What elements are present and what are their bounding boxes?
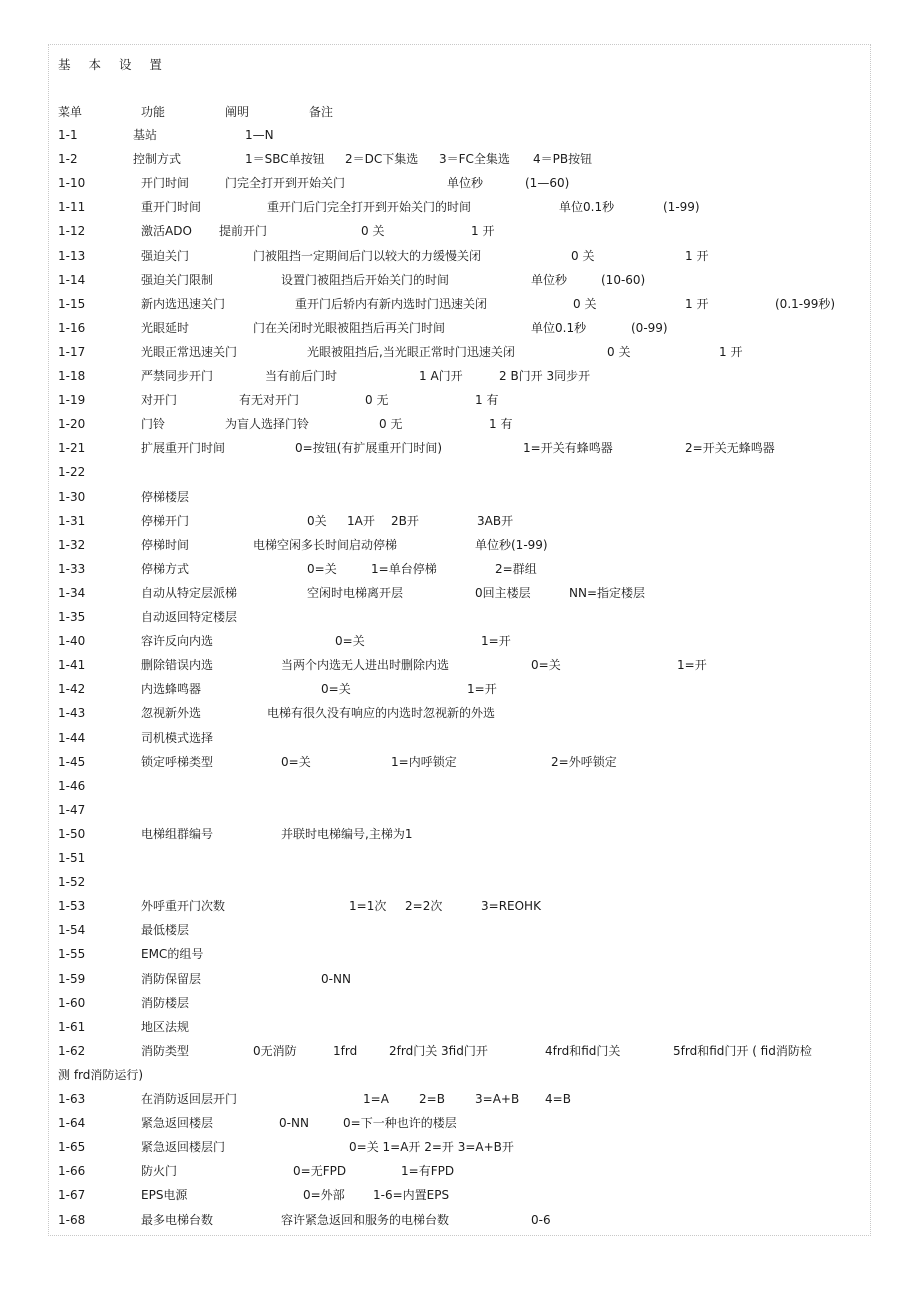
menu-code: 1-52: [58, 875, 86, 890]
value-text: 单位秒: [531, 272, 568, 287]
table-row: [49, 1187, 870, 1211]
table-row: [49, 657, 870, 681]
table-row: [49, 368, 870, 392]
value-text: 单位秒(1-99): [475, 537, 548, 552]
menu-code: 1-45: [58, 754, 86, 769]
table-row: [49, 320, 870, 344]
value-text: 2=2次: [405, 899, 443, 914]
menu-code: 1-34: [58, 585, 86, 600]
function-label: 强迫关门: [141, 248, 190, 263]
value-text: 1=开: [481, 634, 511, 649]
value-text: 0=无FPD: [293, 1164, 347, 1179]
value-text: (10-60): [601, 272, 646, 287]
table-row: [49, 175, 870, 199]
menu-code: 1-43: [58, 706, 86, 721]
value-text: 1 开: [719, 344, 743, 359]
table-row: [49, 1043, 870, 1067]
function-label: EPS电源: [141, 1188, 188, 1203]
table-row: [49, 585, 870, 609]
function-label: 内选蜂鸣器: [141, 682, 202, 697]
value-text: 3=A+B: [475, 1092, 520, 1106]
menu-code: 1-12: [58, 224, 86, 239]
function-label: 消防类型: [141, 1043, 190, 1058]
table-row: [49, 489, 870, 513]
table-row: [49, 416, 870, 440]
menu-code: 1-42: [58, 682, 86, 697]
function-label: 容许反向内选: [141, 634, 214, 649]
table-row: [49, 995, 870, 1019]
value-text: (0.1-99秒): [775, 296, 836, 311]
value-text: 1frd: [333, 1043, 358, 1058]
table-row: [49, 946, 870, 970]
table-row: [49, 1019, 870, 1043]
value-text: 3=REOHK: [481, 899, 541, 914]
value-text: 1 有: [475, 393, 499, 408]
value-text: 1=A: [363, 1092, 389, 1106]
menu-code: 1-44: [58, 730, 86, 745]
value-text: 2frd门关 3fid门开: [389, 1043, 488, 1058]
value-text: 1=开关有蜂鸣器: [523, 441, 613, 456]
value-text: 0关: [307, 513, 327, 528]
value-text: 0-NN: [321, 971, 351, 986]
function-label: 基站: [133, 128, 158, 142]
value-text: 0=下一种也许的楼层: [343, 1116, 457, 1131]
value-text: 1=单台停梯: [371, 561, 437, 576]
menu-code: 1-30: [58, 489, 86, 504]
value-text: 电梯空闲多长时间启动停梯: [253, 537, 398, 552]
table-row: [49, 874, 870, 898]
table-row: [49, 1091, 870, 1115]
value-text: 当有前后门时: [265, 369, 338, 383]
menu-code: 1-65: [58, 1140, 86, 1155]
menu-code: 1-50: [58, 826, 86, 841]
value-text: 0无消防: [253, 1043, 297, 1058]
function-label: 门铃: [141, 417, 166, 432]
menu-code: 1-15: [58, 296, 86, 311]
value-text: 并联时电梯编号,主梯为1: [281, 826, 413, 841]
function-label: 最低楼层: [141, 923, 190, 938]
table-row: [49, 199, 870, 223]
table-row: [49, 778, 870, 802]
menu-code: 1-22: [58, 465, 86, 480]
value-text: 1=开: [677, 658, 707, 673]
value-text: 0 关: [607, 344, 631, 359]
value-text: 5frd和fid门开 ( fid消防检: [673, 1043, 812, 1058]
value-text: 光眼被阻挡后,当光眼正常时门迅速关闭: [307, 344, 515, 359]
function-label: 重开门时间: [141, 200, 202, 215]
table-row: [49, 392, 870, 416]
menu-code: 1-20: [58, 417, 86, 432]
function-label: 地区法规: [141, 1019, 190, 1034]
table-row: [49, 1139, 870, 1163]
value-text: 3＝FC全集选: [439, 152, 510, 167]
function-label: 防火门: [141, 1164, 178, 1179]
value-text: 门被阻挡一定期间后门以较大的力缓慢关闭: [253, 248, 482, 263]
function-label: 在消防返回层开门: [141, 1092, 238, 1106]
table-row: [49, 922, 870, 946]
document-page: [48, 44, 871, 1236]
function-label: 电梯组群编号: [141, 826, 214, 841]
function-label: 对开门: [141, 393, 178, 408]
function-label: 最多电梯台数: [141, 1212, 214, 1227]
table-row: [49, 681, 870, 705]
menu-code: 1-31: [58, 513, 86, 528]
function-label: 消防楼层: [141, 995, 190, 1010]
value-text: 2B开: [391, 513, 419, 528]
value-text: 1-6=内置EPS: [373, 1188, 450, 1203]
menu-code: 1-18: [58, 369, 86, 383]
value-text: 2=开关无蜂鸣器: [685, 441, 775, 456]
function-label: 紧急返回楼层: [141, 1116, 214, 1131]
function-label: 新内选迅速关门: [141, 296, 226, 311]
table-row: [49, 296, 870, 320]
menu-code: 1-40: [58, 634, 86, 649]
menu-code: 1-47: [58, 802, 86, 817]
value-text: (1-99): [663, 200, 700, 215]
table-row: [49, 344, 870, 368]
header-description: 阐明: [225, 105, 250, 119]
value-text: 0-NN: [279, 1116, 309, 1131]
menu-code: 1-62: [58, 1043, 86, 1058]
value-text: 门完全打开到开始关门: [225, 176, 346, 191]
function-label: 光眼延时: [141, 320, 190, 335]
value-text: 4frd和fid门关: [545, 1043, 621, 1058]
menu-code: 1-2: [58, 152, 78, 167]
header-note: 备注: [309, 105, 334, 119]
menu-code: 1-55: [58, 947, 86, 962]
function-label: 停梯楼层: [141, 489, 190, 504]
menu-code: 1-68: [58, 1212, 86, 1227]
value-text: 0=关: [307, 561, 337, 576]
value-text: 2=B: [419, 1092, 445, 1106]
menu-code: 1-35: [58, 610, 86, 624]
value-text: 0=关: [531, 658, 561, 673]
table-row: [49, 850, 870, 874]
function-label: 停梯开门: [141, 513, 190, 528]
menu-code: 1-32: [58, 537, 86, 552]
value-text: 为盲人选择门铃: [225, 417, 310, 432]
function-label: 停梯时间: [141, 537, 190, 552]
menu-code: 1-63: [58, 1092, 86, 1106]
value-text: NN=指定楼层: [569, 585, 646, 600]
function-label: 停梯方式: [141, 561, 190, 576]
table-row: [49, 971, 870, 995]
table-row: [49, 537, 870, 561]
value-text: 1 A门开: [419, 369, 463, 383]
table-row: [49, 272, 870, 296]
menu-code: 1-67: [58, 1188, 86, 1203]
value-text: 提前开门: [219, 224, 268, 239]
function-label: 开门时间: [141, 176, 190, 191]
table-row: [49, 127, 870, 151]
value-text: 单位0.1秒: [559, 200, 615, 215]
function-label: 光眼正常迅速关门: [141, 344, 238, 359]
table-row: [49, 464, 870, 488]
value-text: 3AB开: [477, 513, 514, 528]
table-row: [49, 705, 870, 729]
value-text: 0 无: [379, 417, 403, 432]
value-text: 设置门被阻挡后开始关门的时间: [281, 272, 450, 287]
value-text: 0=关: [335, 634, 365, 649]
value-text: 1 有: [489, 417, 513, 432]
menu-code: 1-59: [58, 971, 86, 986]
menu-code: 1-14: [58, 272, 86, 287]
function-label: EMC的组号: [141, 947, 204, 962]
value-text: 0-6: [531, 1212, 551, 1227]
table-row: [49, 754, 870, 778]
function-label: 锁定呼梯类型: [141, 754, 214, 769]
table-row: [49, 1115, 870, 1139]
value-text: (1—60): [525, 176, 570, 191]
value-text: 1=开: [467, 682, 497, 697]
menu-code: 1-66: [58, 1164, 86, 1179]
function-label: 消防保留层: [141, 971, 202, 986]
menu-code: 1-13: [58, 248, 86, 263]
value-text: 1=有FPD: [401, 1164, 455, 1179]
function-label: 紧急返回楼层门: [141, 1140, 226, 1155]
value-text: 2＝DC下集选: [345, 152, 419, 167]
menu-code: 1-1: [58, 128, 78, 142]
value-text: 1 开: [471, 224, 495, 239]
value-text: 2=群组: [495, 561, 537, 576]
value-text: 0=按钮(有扩展重开门时间): [295, 441, 443, 456]
table-row: [49, 802, 870, 826]
table-row: [49, 1212, 870, 1236]
menu-code: 1-41: [58, 658, 86, 673]
menu-code: 1-21: [58, 441, 86, 456]
value-text: 1＝SBC单按钮: [245, 152, 325, 167]
menu-code: 1-46: [58, 778, 86, 793]
table-row: [49, 513, 870, 537]
value-text: 2=外呼锁定: [551, 754, 617, 769]
value-text: 0 关: [573, 296, 597, 311]
value-text: 门在关闭时光眼被阻挡后再关门时间: [253, 320, 446, 335]
value-text: 0 关: [571, 248, 595, 263]
value-text: 1 开: [685, 296, 709, 311]
menu-code: 1-16: [58, 320, 86, 335]
menu-code: 1-33: [58, 561, 86, 576]
menu-code: 1-51: [58, 851, 86, 865]
value-text: 单位0.1秒: [531, 320, 587, 335]
function-label: 司机模式选择: [141, 730, 214, 745]
table-row: [49, 151, 870, 175]
menu-code: 1-11: [58, 200, 86, 215]
header-function: 功能: [141, 105, 166, 119]
value-text: 0 无: [365, 393, 389, 408]
value-text: 2 B门开 3同步开: [499, 369, 591, 383]
function-label: 严禁同步开门: [141, 369, 214, 383]
value-text: 空闲时电梯离开层: [307, 585, 404, 600]
value-text: 4=B: [545, 1092, 571, 1106]
value-text: 测 frd消防运行): [58, 1067, 144, 1082]
function-label: 忽视新外选: [141, 706, 202, 721]
table-row: [49, 561, 870, 585]
value-text: 1 开: [685, 248, 709, 263]
value-text: 0=关: [321, 682, 351, 697]
table-row: [49, 1067, 870, 1091]
menu-code: 1-60: [58, 995, 86, 1010]
value-text: 重开门后门完全打开到开始关门的时间: [267, 200, 472, 215]
value-text: 0 关: [361, 224, 385, 239]
menu-code: 1-17: [58, 344, 86, 359]
table-row: [49, 609, 870, 633]
table-row: [49, 1163, 870, 1187]
value-text: 0=关 1=A开 2=开 3=A+B开: [349, 1140, 514, 1155]
function-label: 自动从特定层派梯: [141, 585, 238, 600]
table-row: [49, 826, 870, 850]
value-text: 电梯有很久没有响应的内选时忽视新的外选: [267, 706, 496, 721]
value-text: (0-99): [631, 320, 668, 335]
value-text: 1—N: [245, 128, 274, 142]
function-label: 自动返回特定楼层: [141, 610, 238, 624]
value-text: 容许紧急返回和服务的电梯台数: [281, 1212, 450, 1227]
table-row: [49, 730, 870, 754]
table-row: [49, 633, 870, 657]
menu-code: 1-61: [58, 1019, 86, 1034]
table-row: [49, 248, 870, 272]
value-text: 0回主楼层: [475, 585, 531, 600]
menu-code: 1-19: [58, 393, 86, 408]
menu-code: 1-53: [58, 899, 86, 914]
header-menu: 菜单: [58, 105, 83, 119]
menu-code: 1-10: [58, 176, 86, 191]
menu-code: 1-54: [58, 923, 86, 938]
value-text: 0=外部: [303, 1188, 345, 1203]
value-text: 1A开: [347, 513, 375, 528]
value-text: 0=关: [281, 754, 311, 769]
page-title: 基 本 设 置: [58, 57, 169, 72]
value-text: 有无对开门: [239, 393, 300, 408]
function-label: 控制方式: [133, 152, 182, 167]
menu-code: 1-64: [58, 1116, 86, 1131]
value-text: 单位秒: [447, 176, 484, 191]
table-row: [49, 440, 870, 464]
function-label: 外呼重开门次数: [141, 899, 226, 914]
value-text: 4＝PB按钮: [533, 152, 593, 167]
value-text: 1=1次: [349, 899, 387, 914]
value-text: 1=内呼锁定: [391, 754, 457, 769]
value-text: 当两个内选无人进出时删除内选: [281, 658, 450, 673]
value-text: 重开门后轿内有新内选时门迅速关闭: [295, 296, 488, 311]
table-row: [49, 898, 870, 922]
table-row: [49, 223, 870, 247]
function-label: 强迫关门限制: [141, 272, 214, 287]
function-label: 激活ADO: [141, 224, 192, 239]
function-label: 扩展重开门时间: [141, 441, 226, 456]
function-label: 删除错误内选: [141, 658, 214, 673]
